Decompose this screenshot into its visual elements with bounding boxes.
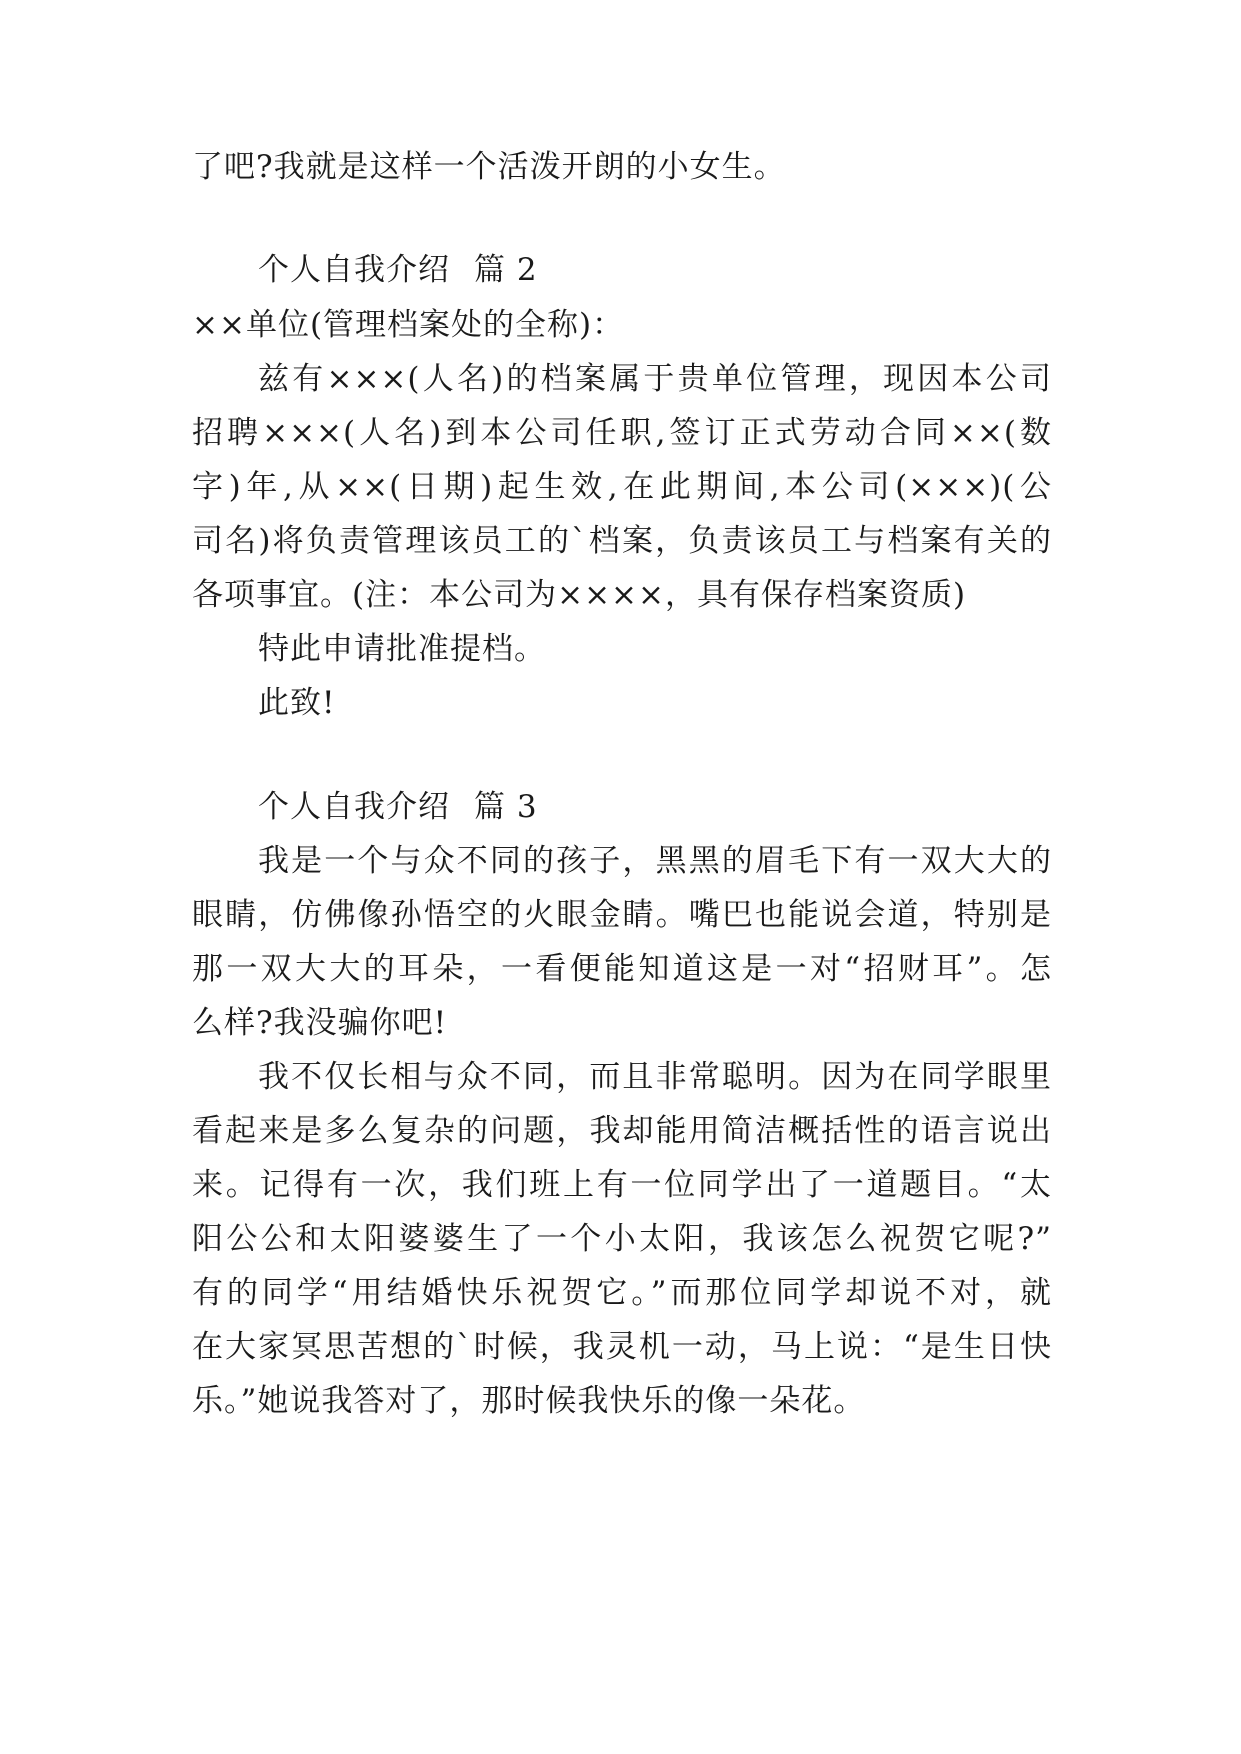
section3-para2-line: 我不仅长相与众不同，而且非常聪明。因为在同学眼里 — [258, 1059, 1052, 1095]
section3-heading — [258, 778, 538, 836]
section2-heading-title: 个人自我介绍 — [258, 252, 450, 288]
section2-para1-line: 各项事宜。(注：本公司为××××，具有保存档案资质) — [192, 577, 967, 613]
section3-para1-line: 我是一个与众不同的孩子，黑黑的眉毛下有一双大大的 — [258, 843, 1052, 879]
section2-para1-line: 兹有×××(人名)的档案属于贵单位管理，现因本公司 — [258, 361, 1052, 397]
intro-tail-line: 了吧?我就是这样一个活泼开朗的小女生。 — [192, 149, 786, 185]
section3-para2-line: 乐。”她说我答对了，那时候我快乐的像一朵花。 — [192, 1383, 866, 1419]
section3-heading-number: 篇 3 — [474, 789, 538, 825]
section2-salutation: ××单位(管理档案处的全称)： — [192, 307, 625, 343]
section2-request: 特此申请批准提档。 — [258, 631, 546, 667]
section2-para1-line: 招聘×××(人名)到本公司任职,签订正式劳动合同××(数 — [192, 415, 1052, 451]
section3-para2-line: 来。记得有一次，我们班上有一位同学出了一道题目。“太 — [192, 1167, 1052, 1203]
section2-heading-number: 篇 2 — [474, 252, 538, 288]
section2-para1-line: 司名)将负责管理该员工的`档案，负责该员工与档案有关的 — [192, 523, 1052, 559]
section3-para2-line: 在大家冥思苦想的`时候，我灵机一动，马上说：“是生日快 — [192, 1329, 1052, 1365]
section3-heading-title: 个人自我介绍 — [258, 789, 450, 825]
section3-para2-line: 看起来是多么复杂的问题，我却能用简洁概括性的语言说出 — [192, 1113, 1052, 1149]
section3-para2-line: 阳公公和太阳婆婆生了一个小太阳，我该怎么祝贺它呢?” — [192, 1221, 1052, 1257]
section2-para1-line: 字)年,从××(日期)起生效,在此期间,本公司(×××)(公 — [192, 469, 1052, 505]
section2-closing: 此致! — [258, 685, 336, 721]
section3-para1-line: 么样?我没骗你吧! — [192, 1005, 448, 1041]
section2-heading — [258, 241, 538, 299]
section3-para1-line: 那一双大大的耳朵，一看便能知道这是一对“招财耳”。怎 — [192, 951, 1052, 987]
section3-para1-line: 眼睛，仿佛像孙悟空的火眼金睛。嘴巴也能说会道，特别是 — [192, 897, 1052, 933]
section3-para2-line: 有的同学“用结婚快乐祝贺它。”而那位同学却说不对，就 — [192, 1275, 1052, 1311]
